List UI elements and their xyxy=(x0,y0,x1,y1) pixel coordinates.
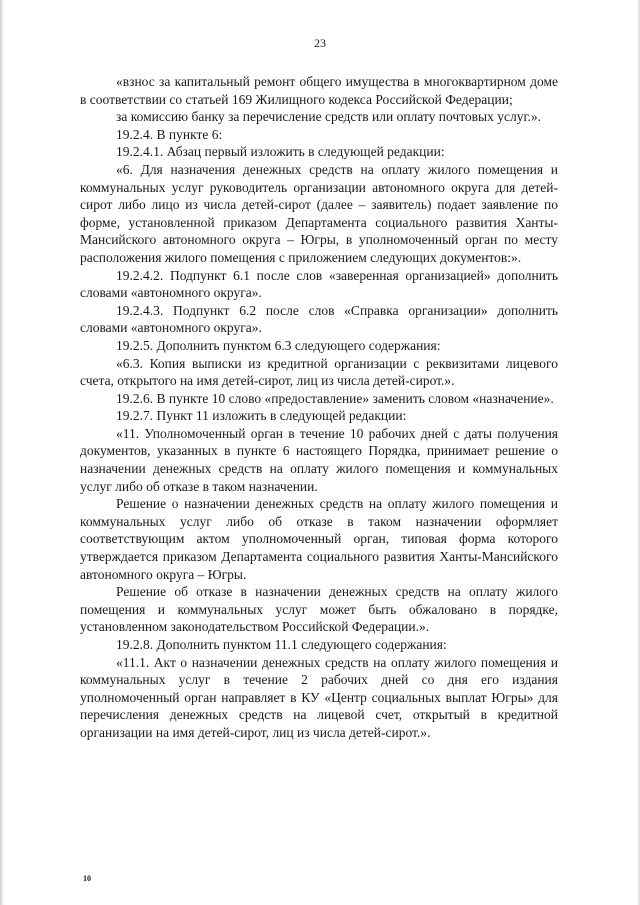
footer-mark: 10 xyxy=(83,874,91,883)
paragraph: Решение об отказе в назначении денежных средств на оплату жилого помещения и коммунальных услуг может быть обжаловано в порядке, установленном законодательством Российской Федерации.». xyxy=(80,584,558,635)
paragraph: 19.2.8. Дополнить пунктом 11.1 следующего содержания: xyxy=(116,637,447,652)
paragraph: «взнос за капитальный ремонт общего имущества в многоквартирном доме в соответствии со статьей 169 Жилищного кодекса Российской Федерации; xyxy=(80,74,558,107)
paragraph: 19.2.4.3. Подпункт 6.2 после слов «Справка организации» дополнить словами «автономного округа». xyxy=(80,302,558,336)
paragraph: 19.2.7. Пункт 11 изложить в следующей редакции: xyxy=(116,408,407,424)
paragraph: «6. Для назначения денежных средств на оплату жилого помещения и коммунальных услуг руководитель организации автономного округа для детей-сирот либо лицо из числа детей-сирот (далее – заявитель) подает заявление по форме, установленной приказом Департамента социального развития Ханты-Мансийского автономного округа – Югры, в уполномоченный орган по месту расположения жилого помещения с приложением следующих документов:». xyxy=(80,161,558,265)
paragraph: 19.2.4. В пункте 6: xyxy=(116,126,223,142)
document-body xyxy=(80,73,558,742)
paragraph: «11. Уполномоченный орган в течение 10 рабочих дней с даты получения документов, указанных в пункте 6 настоящего Порядка, принимает решение о назначении денежных средств на оплату жилого помещения и коммунальных услуг либо об отказе в таком назначении. xyxy=(80,425,558,494)
paragraph: за комиссию банку за перечисление средств или оплату почтовых услуг.». xyxy=(116,109,541,125)
paragraph: «11.1. Акт о назначении денежных средств на оплату жилого помещения и коммунальных услуг в течение 2 рабочих дней со дня его издания уполномоченный орган направляет в КУ «Центр социальных выплат Югры» для перечисления денежных средств на лицевой счет, открытый в кредитной организации на имя детей-сирот, лиц из числа детей-сирот.». xyxy=(80,654,558,740)
paragraph: 19.2.4.1. Абзац первый изложить в следующей редакции: xyxy=(116,144,445,160)
paragraph: Решение о назначении денежных средств на оплату жилого помещения и коммунальных услуг либо об отказе в таком назначении оформляет соответствующим актом уполномоченный орган, типовая форма которого утверждается приказом Департамента социального развития Ханты-Мансийского автономного округа – Югры. xyxy=(80,496,558,582)
scan-edge-left xyxy=(0,0,5,905)
paragraph: 19.2.4.2. Подпункт 6.1 после слов «заверенная организацией» дополнить словами «автономного округа». xyxy=(80,267,558,301)
paragraph: «6.3. Копия выписки из кредитной организации с реквизитами лицевого счета, открытого на имя детей-сирот, лиц из числа детей-сирот.». xyxy=(80,355,558,389)
page-number: 23 xyxy=(314,36,326,50)
paragraph: 19.2.6. В пункте 10 слово «предоставление» заменить словом «назначение». xyxy=(116,390,554,406)
paragraph: 19.2.5. Дополнить пунктом 6.3 следующего содержания: xyxy=(116,337,441,353)
